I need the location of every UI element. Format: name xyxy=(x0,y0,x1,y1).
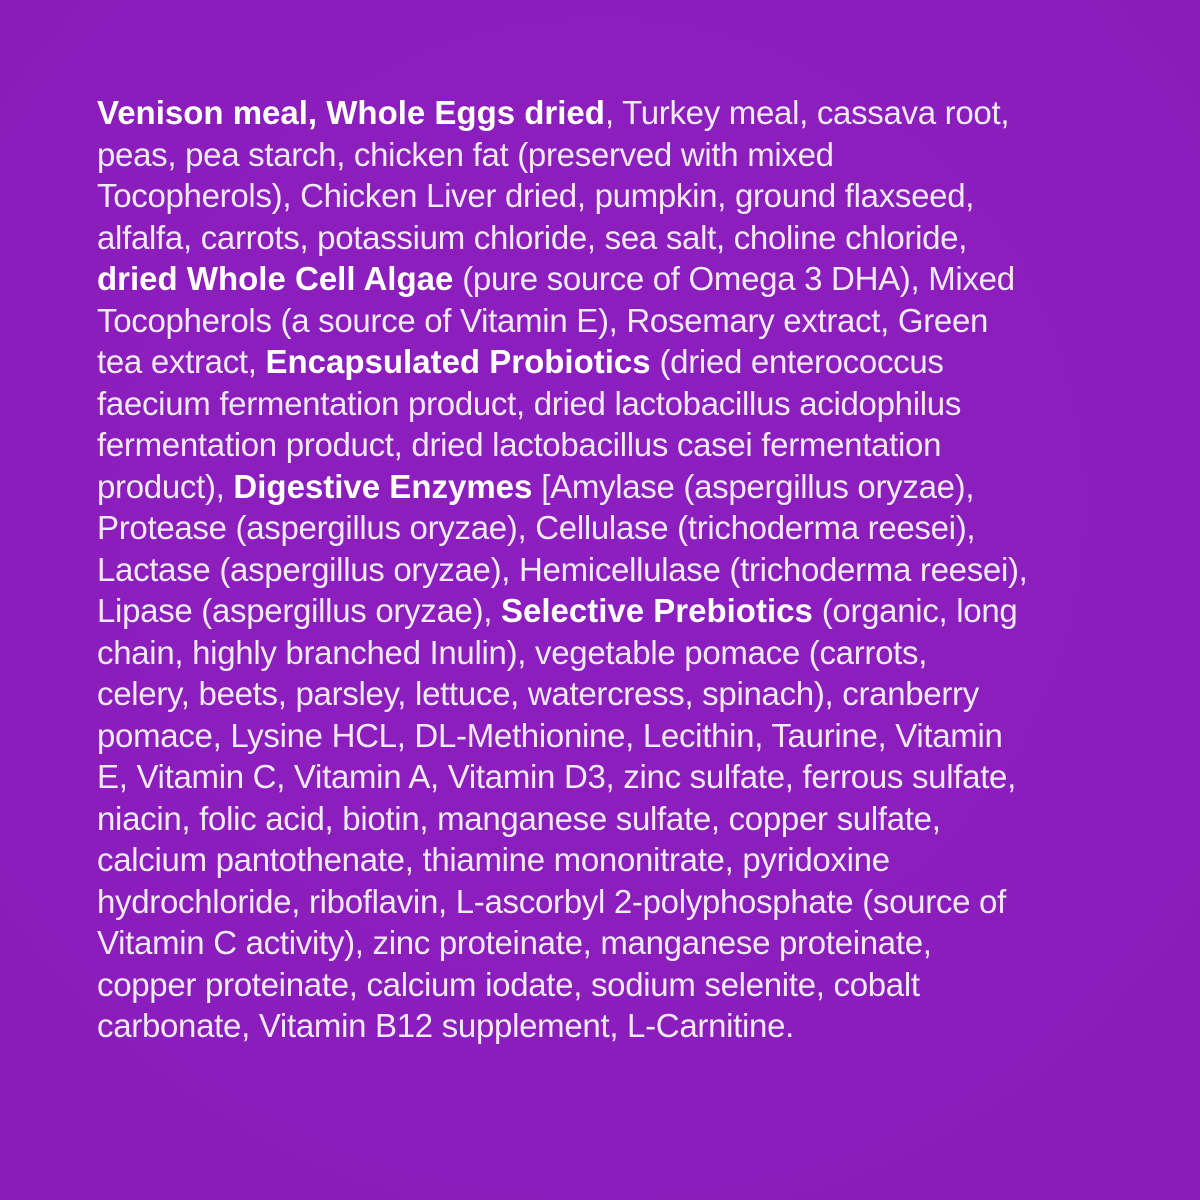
ingredient-segment: (dried enterococcus xyxy=(650,343,944,380)
ingredient-line xyxy=(97,134,1157,176)
ingredient-segment: alfalfa, carrots, potassium chloride, sea salt, choline chloride, xyxy=(97,218,968,256)
ingredient-line xyxy=(97,1005,1157,1047)
ingredient-bold-segment: Encapsulated Probiotics xyxy=(265,343,651,380)
ingredient-segment: chain, highly branched Inulin), vegetable pomace (carrots, xyxy=(97,633,928,671)
ingredient-line xyxy=(97,341,1157,383)
ingredient-segment: calcium pantothenate, thiamine mononitrate, pyridoxine xyxy=(97,841,890,878)
ingredient-bold-segment: Selective Prebiotics xyxy=(501,592,813,629)
ingredient-segment: niacin, folic acid, biotin, manganese sulfate, copper sulfate, xyxy=(97,799,941,837)
ingredient-segment: celery, beets, parsley, lettuce, watercress, spinach), cranberry xyxy=(97,675,979,712)
ingredient-segment: copper proteinate, calcium iodate, sodium selenite, cobalt xyxy=(97,965,920,1003)
ingredients-text xyxy=(97,92,1157,1047)
ingredient-segment: Protease (aspergillus oryzae), Cellulase (trichoderma reesei), xyxy=(97,509,976,546)
ingredient-line xyxy=(97,798,1157,840)
ingredient-segment: hydrochloride, riboflavin, L-ascorbyl 2-polyphosphate (source of xyxy=(97,882,1006,920)
ingredient-line xyxy=(97,300,1157,342)
ingredient-segment: pomace, Lysine HCL, DL-Methionine, Lecithin, Taurine, Vitamin xyxy=(97,716,1003,754)
ingredient-line xyxy=(97,466,1157,508)
ingredient-bold-segment: Venison meal, Whole Eggs dried xyxy=(97,94,605,131)
ingredient-segment: tea extract, xyxy=(97,343,266,380)
ingredient-segment: Lipase (aspergillus oryzae), xyxy=(97,592,501,629)
ingredient-line xyxy=(97,424,1157,466)
ingredient-segment: [Amylase (aspergillus oryzae), xyxy=(532,467,975,505)
ingredient-segment: fermentation product, dried lactobacillus casei fermentation xyxy=(97,426,942,463)
ingredient-segment: faecium fermentation product, dried lactobacillus acidophilus xyxy=(97,384,962,422)
ingredient-segment: Tocopherols (a source of Vitamin E), Rosemary extract, Green xyxy=(97,301,989,339)
ingredient-line xyxy=(97,383,1157,425)
ingredient-segment: (pure source of Omega 3 DHA), Mixed xyxy=(453,260,1015,297)
ingredient-line xyxy=(97,632,1157,674)
ingredient-line xyxy=(97,175,1157,217)
ingredient-segment: E, Vitamin C, Vitamin A, Vitamin D3, zinc sulfate, ferrous sulfate, xyxy=(97,758,1016,795)
ingredient-segment: , Turkey meal, cassava root, xyxy=(604,94,1010,131)
ingredient-segment: Tocopherols), Chicken Liver dried, pumpkin, ground flaxseed, xyxy=(97,177,975,214)
ingredient-line xyxy=(97,590,1157,632)
ingredient-line xyxy=(97,881,1157,923)
ingredient-bold-segment: Digestive Enzymes xyxy=(233,467,533,505)
ingredient-segment: Vitamin C activity), zinc proteinate, manganese proteinate, xyxy=(97,924,932,961)
ingredient-line xyxy=(97,92,1157,134)
ingredient-line xyxy=(97,964,1157,1006)
ingredient-line xyxy=(97,258,1157,300)
ingredient-line xyxy=(97,549,1157,591)
ingredient-segment: Lactase (aspergillus oryzae), Hemicellulase (trichoderma reesei), xyxy=(97,550,1028,588)
ingredient-segment: product), xyxy=(97,467,234,505)
ingredient-line xyxy=(97,756,1157,798)
ingredient-line xyxy=(97,922,1157,964)
ingredient-line xyxy=(97,507,1157,549)
ingredient-line xyxy=(97,715,1157,757)
ingredient-segment: carbonate, Vitamin B12 supplement, L-Carnitine. xyxy=(97,1007,795,1044)
ingredient-segment: peas, pea starch, chicken fat (preserved with mixed xyxy=(97,135,834,173)
ingredient-line xyxy=(97,673,1157,715)
ingredient-line xyxy=(97,839,1157,881)
ingredient-line xyxy=(97,217,1157,259)
ingredient-segment: (organic, long xyxy=(812,592,1018,629)
ingredient-bold-segment: dried Whole Cell Algae xyxy=(97,260,454,297)
